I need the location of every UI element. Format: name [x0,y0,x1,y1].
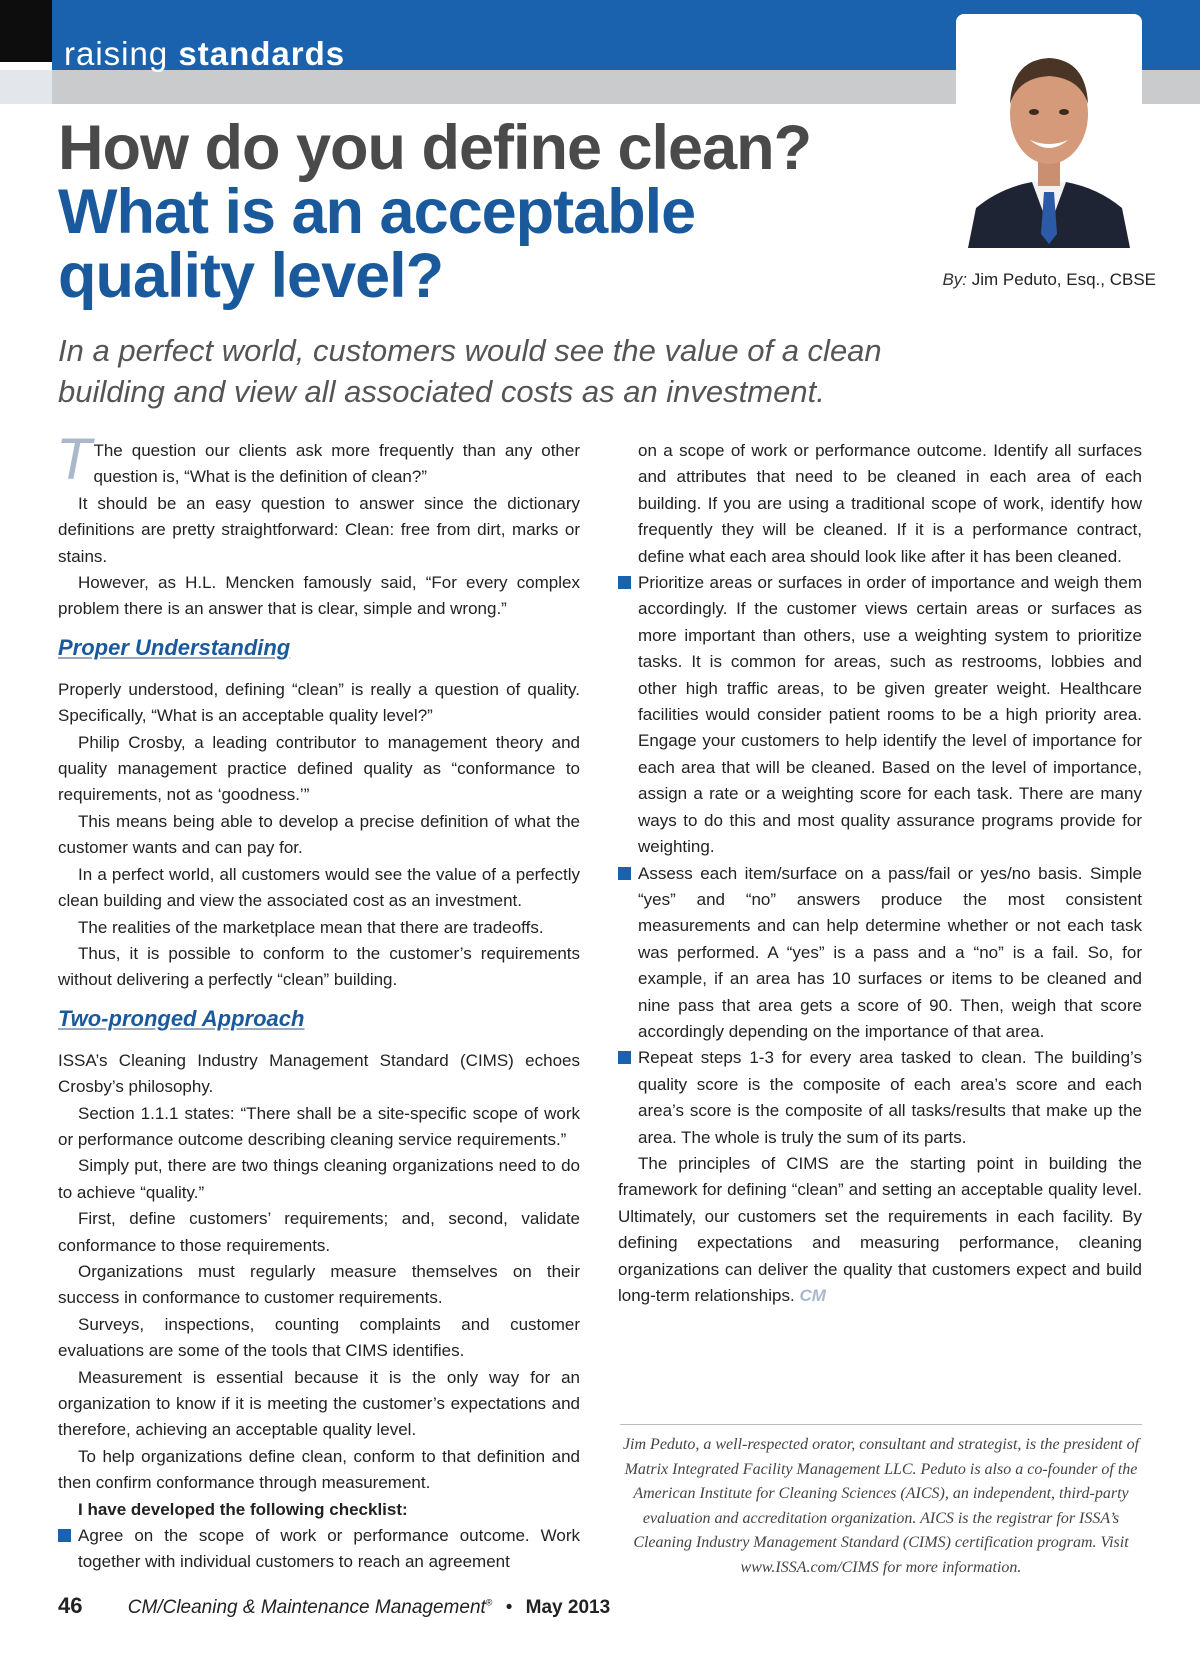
issue-date: May 2013 [525,1597,611,1618]
end-mark: CM [799,1286,826,1305]
header-gray-band-left [0,70,52,104]
paragraph: ISSA’s Cleaning Industry Management Standard (CIMS) echoes Crosby’s philosophy. [58,1050,580,1097]
bio-divider [620,1424,1142,1425]
paragraph: However, as H.L. Mencken famously said, “For every complex problem there is an answer that is clear, simple and wrong.” [58,573,580,619]
byline-author: Jim Peduto, Esq., CBSE [971,270,1156,289]
author-bio: Jim Peduto, a well-respected orator, consultant and strategist, is the president of Matrix Integrated Facility Management LLC. Peduto is also a co-founder of the American Institute for Cleaning Sciences (AICS), an independent, third-party evaluation and accreditation organization. AICS is the registrar for ISSA’s Cleaning Industry Management Standard (CIMS) certification program. Visit www.ISSA.com/CIMS for more information. [622,1436,1140,1576]
title-line-3: quality level? [58,241,444,311]
subhead-two-pronged-approach: Two-pronged Approach [58,1005,305,1031]
closing-paragraph: The principles of CIMS are the starting point in building the framework for defining “clean” and setting an acceptable quality level. Ultimately, our customers set the requirements in each facility. By defining expectations and measuring performance, cleaning organizations can deliver the quality that customers expect and build long-term relationships. CM [618,1153,1142,1305]
bullet-square-icon [618,1051,631,1064]
paragraph: Properly understood, defining “clean” is really a question of quality. Specifically, “What is an acceptable quality level?” [58,679,580,726]
paragraph: Measurement is essential because it is the only way for an organization to know if it is meeting the customer’s expectations and therefore, achieving an acceptable quality level. [58,1367,580,1440]
paragraph: First, define customers’ requirements; and, second, validate conformance to those requirements. [58,1209,580,1255]
paragraph: In a perfect world, all customers would see the value of a perfectly clean building and view the associated cost as an investment. [58,864,580,911]
article-deck: In a perfect world, customers would see the value of a clean building and view all associated costs as an investment. [58,333,882,409]
magazine-name: CM/Cleaning & Maintenance Management [127,1597,486,1618]
paragraph: This means being able to develop a precise definition of what the customer wants and can pay for. [58,811,580,858]
bullet-square-icon [618,867,631,880]
checklist-item-3: Assess each item/surface on a pass/fail or yes/no basis. Simple “yes” and “no” answers produce the most consistent measurements and can help determine whether or not each task was performed. A “yes” is a pass and a “no” is a fail. So, for example, if an area has 10 surfaces or items to be cleaned and nine pass that area gets a score of 90. Then, weigh that score accordingly depending on the importance of that area. [618,861,1142,1046]
byline [942,270,1156,290]
checklist-item-1-continued: on a scope of work or performance outcome. Identify all surfaces and attributes that need to be cleaned in each area of each building. If you are using a traditional scope of work, identify how frequently they will be cleaned. If it is a performance contract, define what each area should look like after it has been cleaned. [638,441,1142,566]
section-tag-light: raising [64,35,169,72]
paragraph: It should be an easy question to answer since the dictionary definitions are pretty straightforward: Clean: free from dirt, marks or stains. [58,493,580,566]
paragraph: Surveys, inspections, counting complaints and customer evaluations are some of the tools that CIMS identifies. [58,1314,580,1361]
paragraph: The realities of the marketplace mean that there are tradeoffs. [78,917,544,937]
author-photo [960,22,1138,248]
checklist-item-2: Prioritize areas or surfaces in order of importance and weigh them accordingly. If the customer views certain areas or surfaces as more important than others, use a weighting system to prioritize tasks. It is common for areas, such as restrooms, lobbies and other high traffic areas, to be given greater weight. Healthcare facilities would consider patient rooms to be a high priority area. Engage your customers to help identify the level of importance for each area that will be cleaned. Based on the level of importance, assign a rate or a weighting score for each task. There are many ways to do this and most quality assurance programs provide for weighting. [618,570,1142,860]
paragraph: Simply put, there are two things cleaning organizations need to do to achieve “quality.” [58,1156,580,1202]
bullet-square-icon [58,1529,71,1542]
footer-separator: • [505,1597,513,1618]
article-title [58,113,928,311]
left-column [56,427,580,1576]
checklist-item-4: Repeat steps 1-3 for every area tasked to clean. The building’s quality score is the composite of each area’s score and each area’s score is the composite of all tasks/results that make up the area. The whole is truly the sum of its parts. [618,1045,1142,1151]
paragraph: Thus, it is possible to conform to the customer’s requirements without delivering a perfectly “clean” building. [58,943,580,990]
paragraph: To help organizations define clean, conform to that definition and then confirm conformance through measurement. [58,1446,580,1493]
black-corner-tab [0,0,52,62]
section-tag [64,36,345,72]
right-column [618,438,1142,1309]
drop-cap: T [56,427,92,492]
subhead-proper-understanding: Proper Understanding [58,634,291,660]
page-number: 46 [58,1593,83,1618]
checklist-item-1: Agree on the scope of work or performance outcome. Work together with individual customers to reach an agreement [58,1523,580,1576]
intro-paragraph: T The question our clients ask more frequently than any other question is, “What is the definition of clean?” [56,427,580,492]
byline-prefix: By: [942,270,968,289]
paragraph: Section 1.1.1 states: “There shall be a site-specific scope of work or performance outcome describing cleaning service requirements.” [58,1103,580,1149]
registered-mark: ® [485,1597,493,1608]
bullet-square-icon [618,576,631,589]
section-tag-bold: standards [178,35,346,72]
paragraph: Organizations must regularly measure themselves on their success in conformance to customer requirements. [58,1261,580,1308]
title-line-2: What is an acceptable [58,177,696,247]
checklist-intro: I have developed the following checklist: [78,1499,408,1519]
page-footer [58,1593,610,1619]
title-line-1: How do you define clean? [58,113,812,183]
paragraph: Philip Crosby, a leading contributor to management theory and quality management practice defined quality as “conformance to requirements, not as ‘goodness.’” [58,732,580,805]
